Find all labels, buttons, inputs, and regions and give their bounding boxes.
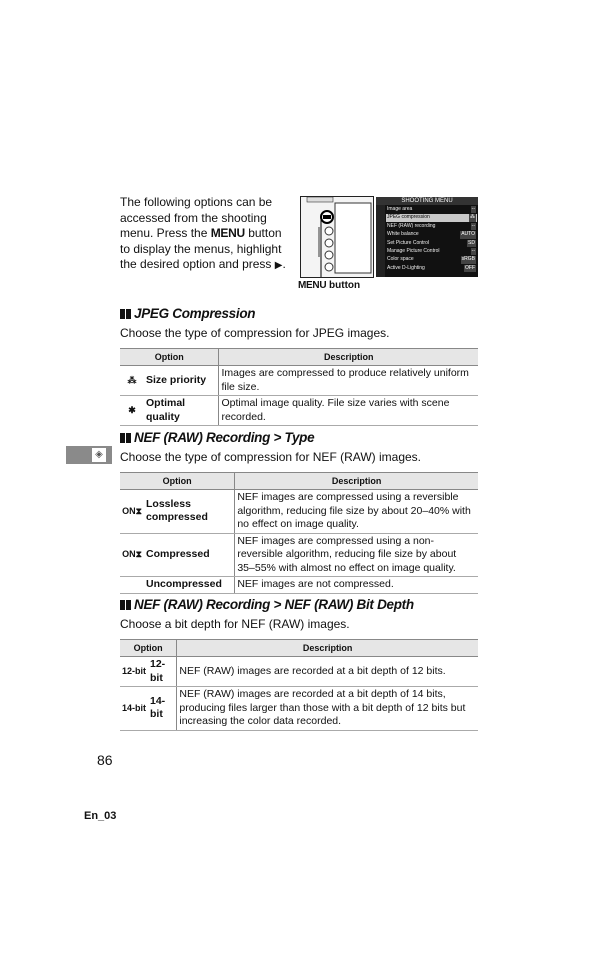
option-name: Lossless compressed — [144, 490, 235, 534]
menu-button-caption — [298, 280, 360, 291]
compressed-icon: ON⧗ — [120, 533, 144, 577]
section-heading-jpeg-compression — [120, 306, 255, 321]
jpeg-compression-table — [120, 348, 478, 426]
page-number: 86 — [97, 752, 113, 768]
blank-icon-cell — [120, 577, 144, 594]
menu-item — [386, 265, 477, 272]
nef-type-table — [120, 472, 478, 594]
menu-item — [386, 223, 477, 230]
intro-text: The following options can be accessed from the shooting menu. Press the — [120, 195, 273, 240]
menu-item-value: sRGB — [461, 256, 475, 263]
option-name: 12-bit — [148, 657, 177, 687]
option-description: NEF images are compressed using a non-reversible algorithm, reducing file size by about 35–55% with almost no effect on image quality. — [235, 533, 478, 577]
menu-item — [386, 240, 477, 247]
table-row — [120, 687, 478, 731]
intro-text-after: button to display the menus, highlight the desired option and press — [120, 226, 282, 271]
section-subtitle: Choose the type of compression for NEF (RAW) images. — [120, 450, 421, 464]
option-name: 14-bit — [148, 687, 177, 731]
optimal-quality-icon: ✱ — [120, 396, 144, 426]
option-name: Compressed — [144, 533, 235, 577]
menu-item-value: -- — [471, 206, 475, 212]
option-description: NEF (RAW) images are recorded at a bit depth of 14 bits, producing files larger than those with a bit depth of 12 bits but increasing the color data recorded. — [177, 687, 478, 731]
menu-item-label: Set Picture Control — [387, 239, 429, 246]
col-description: Description — [219, 349, 478, 366]
menu-item-selected — [386, 214, 477, 221]
menu-item-label: Color space — [387, 256, 414, 263]
menu-item-label: NEF (RAW) recording — [387, 222, 436, 229]
menu-item-value: AUTO — [461, 231, 475, 238]
menu-item-value: SD — [468, 239, 475, 246]
menu-item-label: Image area — [387, 206, 413, 212]
table-row — [120, 657, 478, 687]
table-row — [120, 577, 478, 594]
table-header — [120, 473, 478, 490]
table-header — [120, 349, 478, 366]
chapter-tab — [66, 446, 112, 464]
caption-rest: button — [326, 280, 361, 291]
section-subtitle: Choose a bit depth for NEF (RAW) images. — [120, 617, 350, 631]
multi-selector-right-icon: ▶ — [274, 260, 283, 271]
col-description: Description — [177, 640, 478, 657]
menu-item — [386, 256, 477, 263]
menu-button-word: MENU — [210, 226, 245, 240]
section-heading-bit-depth — [120, 597, 414, 612]
bit-depth-table — [120, 639, 478, 731]
table-row — [120, 396, 478, 426]
14-bit-icon: 14-bit — [120, 687, 148, 731]
menu-item — [386, 206, 477, 213]
menu-item-label: Active D-Lighting — [387, 264, 425, 271]
table-row — [120, 533, 478, 577]
table-row — [120, 366, 478, 396]
heading-text: NEF (RAW) Recording > Type — [134, 430, 315, 445]
footer-code: En_03 — [84, 810, 117, 822]
col-option: Option — [120, 640, 177, 657]
col-option: Option — [120, 473, 235, 490]
option-description: NEF images are compressed using a reversible algorithm, reducing file size by about 20–40% with no effect on image quality. — [235, 490, 478, 534]
section-subtitle: Choose the type of compression for JPEG images. — [120, 326, 390, 340]
col-option: Option — [120, 349, 219, 366]
shooting-menu-screen — [376, 197, 478, 277]
option-description: Images are compressed to produce relatively uniform file size. — [219, 366, 478, 396]
menu-item-value: ⁂ — [470, 214, 475, 221]
option-description: NEF images are not compressed. — [235, 577, 478, 594]
col-description: Description — [235, 473, 478, 490]
heading-text: JPEG Compression — [134, 306, 256, 321]
size-priority-icon: ⁂ — [120, 366, 144, 396]
heading-text: NEF (RAW) Recording > NEF (RAW) Bit Depth — [134, 597, 414, 612]
menu-item-label: White balance — [387, 231, 419, 238]
shooting-menu-title: SHOOTING MENU — [376, 197, 478, 205]
menu-item-value: -- — [471, 222, 475, 229]
camera-buttons-diagram — [301, 197, 373, 277]
option-name: Optimal quality — [144, 396, 219, 426]
menu-item-label: JPEG compression — [387, 214, 430, 221]
shooting-menu-icon: ◈ — [92, 448, 106, 462]
intro-period: . — [282, 257, 286, 271]
intro-paragraph — [120, 195, 288, 274]
section-heading-nef-type — [120, 430, 314, 445]
12-bit-icon: 12-bit — [120, 657, 148, 687]
option-name: Uncompressed — [144, 577, 235, 594]
table-header — [120, 640, 478, 657]
menu-item-value: -- — [471, 248, 475, 254]
lossless-compressed-icon: ON⧗ — [120, 490, 144, 534]
option-description: Optimal image quality. File size varies with scene recorded. — [219, 396, 478, 426]
option-name: Size priority — [144, 366, 219, 396]
camera-back-illustration — [300, 196, 374, 278]
menu-item-label: Manage Picture Control — [387, 248, 440, 254]
menu-tab-icons — [376, 205, 385, 277]
menu-item-value: OFF — [465, 264, 475, 271]
menu-item — [386, 248, 477, 255]
menu-item — [386, 231, 477, 238]
caption-menu-word: MENU — [298, 280, 327, 291]
option-description: NEF (RAW) images are recorded at a bit depth of 12 bits. — [177, 657, 478, 687]
table-row — [120, 490, 478, 534]
